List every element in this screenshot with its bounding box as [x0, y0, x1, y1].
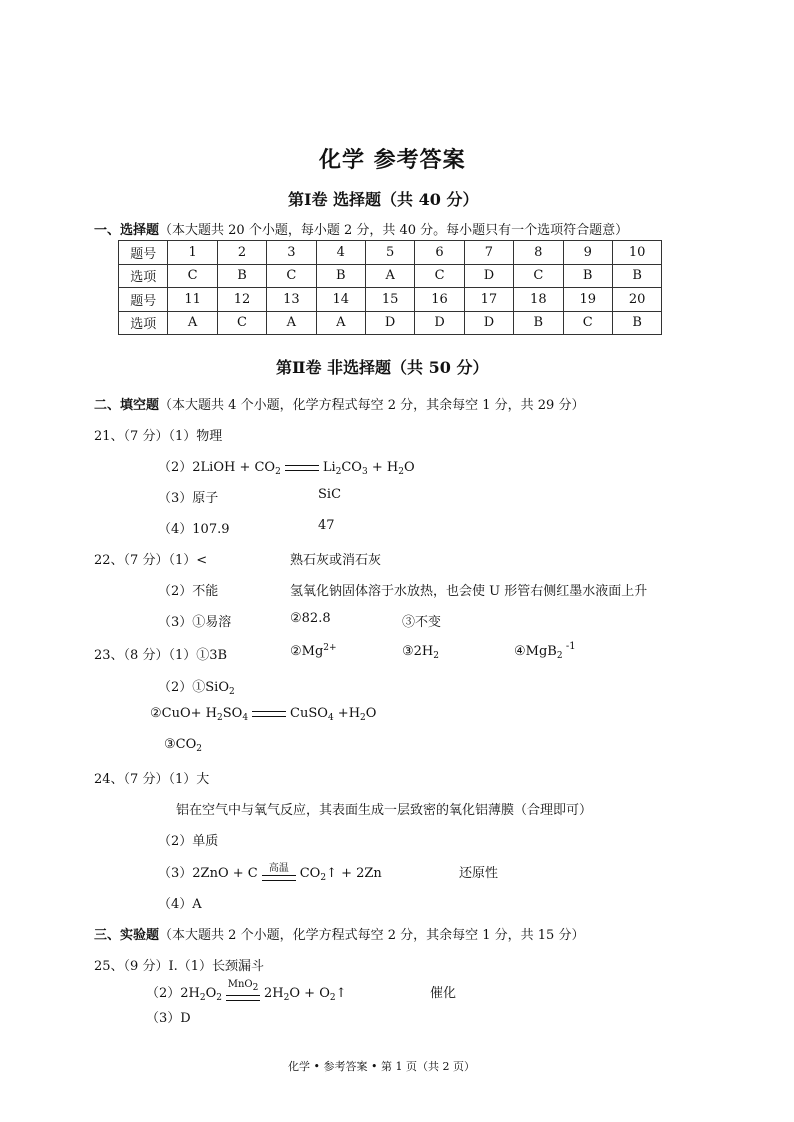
q21-4b: 47	[318, 518, 335, 533]
answer-cell: 12	[217, 288, 266, 312]
q22-head-b: 熟石灰或消石灰	[290, 553, 382, 568]
table-row	[119, 241, 662, 265]
q21-head: 21、（7 分）（1）物理	[94, 429, 223, 444]
answer-cell: 2	[217, 241, 266, 265]
q21-3b: SiC	[318, 487, 342, 502]
q25-head: 25、（9 分）Ⅰ.（1）长颈漏斗	[94, 959, 264, 974]
q23-eq: ②CuO+ $H_2SO_4$ CuSO$_4$ $+H_2O$	[150, 706, 377, 723]
answer-cell: 16	[415, 288, 464, 312]
part2-title: 第Ⅱ卷 非选择题（共 50 分）	[276, 358, 489, 377]
row-header-cell: 题号	[119, 288, 168, 312]
answer-cell: D	[464, 264, 513, 288]
answer-cell: 20	[612, 288, 661, 312]
q25-3: （3）D	[146, 1011, 191, 1026]
page-title: 化学 参考答案	[319, 147, 466, 173]
q23-2: （2）①SiO$_2$	[158, 680, 235, 697]
answer-cell: C	[415, 264, 464, 288]
q23-mg: $②Mg^{2+}$	[290, 643, 337, 659]
row-header-cell: 题号	[119, 241, 168, 265]
answer-cell: 7	[464, 241, 513, 265]
valence-mark: -1	[565, 641, 576, 652]
answer-cell: A	[365, 264, 414, 288]
answer-cell: 14	[316, 288, 365, 312]
section2-heading	[94, 394, 584, 413]
answer-cell: 1	[168, 241, 217, 265]
table-row	[119, 288, 662, 312]
q24-head: 24、（7 分）（1）大	[94, 772, 210, 787]
q22-2a: （2）不能	[158, 584, 219, 599]
answer-cell: B	[514, 311, 563, 335]
q22-3a: （3）①易溶	[158, 615, 232, 630]
q22-3b: ②82.8	[290, 611, 331, 626]
answer-cell: 17	[464, 288, 513, 312]
answer-cell: B	[612, 264, 661, 288]
section-name: 选择题	[120, 223, 160, 238]
section-name: 填空题	[120, 398, 160, 413]
answer-table	[118, 240, 662, 335]
table-row	[119, 264, 662, 288]
q23-head: 23、（8 分）（1）①3B	[94, 648, 228, 663]
q21-3a: （3）原子	[158, 491, 219, 506]
q24-2: （2）单质	[158, 834, 219, 849]
section3-heading	[94, 924, 584, 943]
q21-4a: （4）107.9	[158, 522, 230, 537]
answer-cell: C	[217, 311, 266, 335]
row-header-cell: 选项	[119, 311, 168, 335]
answer-cell: B	[563, 264, 612, 288]
q23-mgb2: ④MgB -1 $_2$	[514, 641, 576, 661]
answer-cell: 6	[415, 241, 464, 265]
answer-cell: A	[168, 311, 217, 335]
answer-cell: 15	[365, 288, 414, 312]
q24-explain: 铝在空气中与氧气反应，其表面生成一层致密的氧化铝薄膜（合理即可）	[176, 803, 593, 818]
answer-cell: C	[514, 264, 563, 288]
section-label: 二、	[94, 398, 121, 413]
answer-cell: 13	[267, 288, 316, 312]
answer-cell: 19	[563, 288, 612, 312]
row-header-cell: 选项	[119, 264, 168, 288]
section-desc: （本大题共 20 个小题，每小题 2 分，共 40 分。每小题只有一个选项符合题意）	[159, 223, 629, 238]
answer-cell: 4	[316, 241, 365, 265]
page-footer: 化学 • 参考答案 • 第 1 页（共 2 页）	[288, 1060, 475, 1073]
answer-cell: 8	[514, 241, 563, 265]
q21-eq: （2）2LiOH + $CO_2$ $Li_2CO_3 + H_2O$	[158, 460, 415, 477]
answer-cell: 9	[563, 241, 612, 265]
section-label: 一、	[94, 223, 121, 238]
section-desc: （本大题共 2 个小题，化学方程式每空 2 分，其余每空 1 分，共 15 分）	[159, 928, 585, 943]
q22-2b: 氢氧化钠固体溶于水放热，也会使 U 形管右侧红墨水液面上升	[290, 584, 648, 599]
answer-cell: 10	[612, 241, 661, 265]
q23-4: $③CO_2$	[164, 737, 202, 754]
answer-cell: D	[464, 311, 513, 335]
answer-cell: B	[612, 311, 661, 335]
answer-cell: D	[365, 311, 414, 335]
part1-title: 第Ⅰ卷 选择题（共 40 分）	[288, 190, 479, 209]
answer-cell: C	[267, 264, 316, 288]
answer-cell: 11	[168, 288, 217, 312]
answer-cell: B	[316, 264, 365, 288]
answer-cell: C	[563, 311, 612, 335]
answer-cell: 18	[514, 288, 563, 312]
answer-cell: A	[267, 311, 316, 335]
answer-cell: C	[168, 264, 217, 288]
answer-cell: A	[316, 311, 365, 335]
answer-cell: 5	[365, 241, 414, 265]
answer-cell: D	[415, 311, 464, 335]
answer-cell: 3	[267, 241, 316, 265]
section-label: 三、	[94, 928, 121, 943]
q22-head: 22、（7 分）（1）<	[94, 553, 208, 568]
q25-2e: 催化	[430, 986, 457, 1001]
q24-eq: （3）2ZnO + C 高温 $CO_2↑ + 2Zn$	[158, 862, 382, 883]
q24-4: （4）A	[158, 897, 202, 912]
section1-heading	[94, 219, 628, 238]
table-row	[119, 311, 662, 335]
section-name: 实验题	[120, 928, 160, 943]
section-desc: （本大题共 4 个小题，化学方程式每空 2 分，其余每空 1 分，共 29 分）	[159, 398, 585, 413]
q23-h2: $③2H_2$	[402, 644, 439, 661]
q25-eq: $(2)2H_2O_2$ MnO$_2$ $2H_2O$ + $O_2↑$	[146, 978, 347, 1003]
answer-cell: B	[217, 264, 266, 288]
q24-3d: 还原性	[459, 866, 499, 881]
q22-3c: ③不变	[402, 615, 442, 630]
